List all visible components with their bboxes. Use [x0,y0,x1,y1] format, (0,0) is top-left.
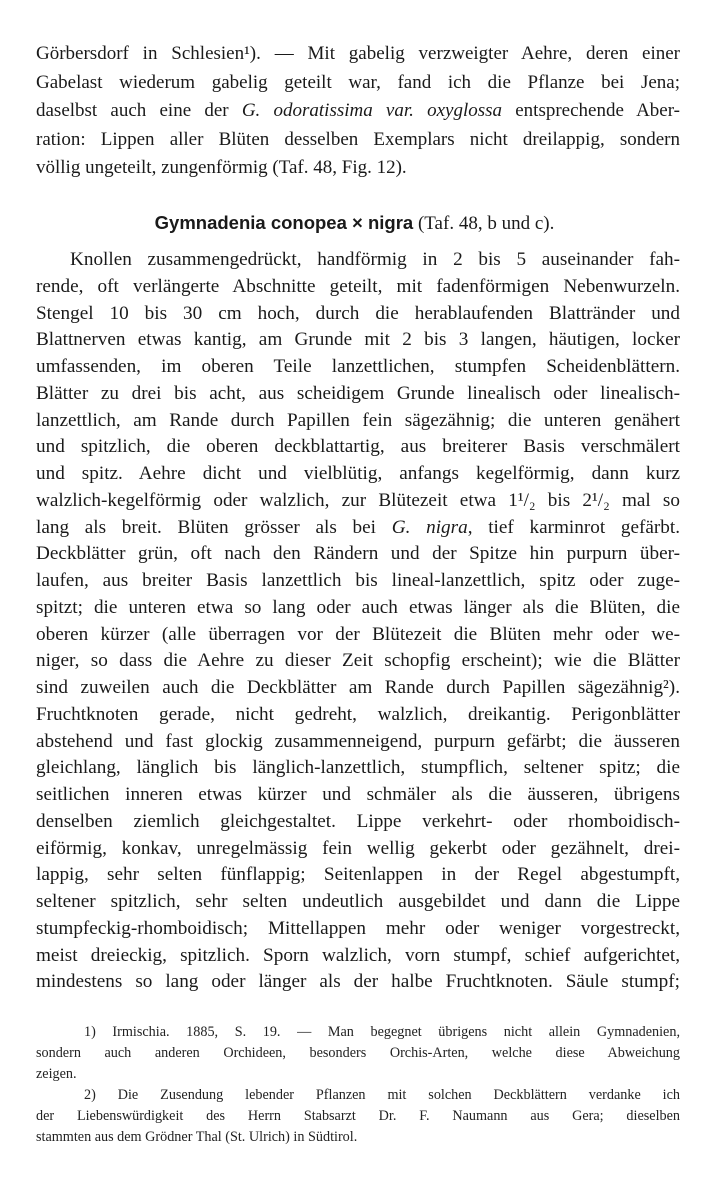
italic-taxon-name: G. odoratissima var. oxyglossa [241,100,503,122]
footnote-1-line: 1) Irmischia. 1885, S. 19. — Man begegnet übrigens nicht allein Gymnadenien, [84,1024,680,1040]
text-line: lanzettlich, am Rande durch Papillen fein sägezähnig; die unteren genähert [36,409,680,431]
text-line: Knollen zusammengedrückt, handförmig in 2 bis 5 auseinander fah- [70,249,680,270]
text-line: niger, so dass die Aehre zu dieser Zeit schopfig erscheint); wie die Blätter [36,650,680,672]
footnotes [36,1022,680,1148]
text-line: Görbersdorf in Schlesien¹). — Mit gabelig verzweigter Aehre, deren einer [36,43,680,64]
text-line: oberen kürzer (alle überragen vor der Blütezeit die Blüten mehr oder we- [36,623,680,645]
footnote-2-line: stammten aus dem Grödner Thal (St. Ulrich) in Südtirol. [36,1129,358,1145]
text-run: entsprechende Aber- [502,100,680,122]
text-line [36,97,680,126]
italic-taxon-name: G. nigra [391,516,468,538]
text-line: lappig, sehr selten fünflappig; Seitenlappen in der Regel abgestumpft, [36,864,680,886]
text-line: und spitzlich, die oberen deckblattartig, aus breiterer Basis verschmälert [36,436,680,458]
text-line: Gabelast wiederum gabelig geteilt war, fand ich die Pflanze bei Jena; [36,71,680,93]
text-run: , tief karminrot gefärbt. [467,516,680,538]
text-run: daselbst auch eine der [36,100,242,122]
text-line: völlig ungeteilt, zungenförmig (Taf. 48, Fig. 12). [36,157,407,179]
footnote-2-line: 2) Die Zusendung lebender Pflanzen mit solchen Deckblättern verdanke ich [84,1087,680,1103]
species-heading [0,210,709,237]
text-line [36,515,680,542]
intro-paragraph [36,40,680,183]
species-description [36,247,680,996]
text-line: seltener spitzlich, sehr selten undeutlich ausgebildet und dann die Lippe [36,891,680,912]
plate-reference: (Taf. 48, b und c). [417,213,555,234]
text-line: meist dreieckig, spitzlich. Sporn walzlich, vorn stumpf, schief aufgerichtet, [36,944,680,966]
text-line: umfassenden, im oberen Teile lanzettlichen, stumpfen Scheidenblättern. [36,356,680,377]
text-line: rende, oft verlängerte Abschnitte geteilt, mit fadenförmigen Nebenwurzeln. [36,275,680,297]
text-line: sind zuweilen auch die Deckblätter am Rande durch Papillen sägezähnig²). [36,677,680,698]
text-line: seitlichen inneren etwas kürzer und schmäler als die äusseren, übrigens [36,784,680,805]
text-line: und spitz. Aehre dicht und vielblütig, anfangs kegelförmig, dann kurz [36,463,680,484]
text-line: Blätter zu drei bis acht, aus scheidigem Grunde linealisch oder linealisch- [36,382,680,404]
text-line: denselben ziemlich gleichgestaltet. Lippe verkehrt- oder rhomboidisch- [36,810,680,832]
text-line: stumpfeckig-rhomboidisch; Mittellappen mehr oder weniger vorgestreckt, [36,917,680,939]
text-line: mindestens so lang oder länger als der halbe Fruchtknoten. Säule stumpf; [36,971,680,993]
footnote-2-line: der Liebenswürdigkeit des Herrn Stabsarzt Dr. F. Naumann aus Gera; dieselben [36,1108,680,1124]
footnote-1-line: zeigen. [36,1066,77,1082]
text-line: laufen, aus breiter Basis lanzettlich bis lineal-lanzettlich, spitz oder zuge- [36,570,680,591]
text-line: Fruchtknoten gerade, nicht gedreht, walzlich, dreikantig. Perigonblätter [36,703,680,725]
text-line: Stengel 10 bis 30 cm hoch, durch die herablaufenden Blattränder und [36,302,680,324]
footnote-1-line: sondern auch anderen Orchideen, besonders Orchis-Arten, welche diese Abweichung [36,1045,680,1061]
text-run: lang als breit. Blüten grösser als bei [36,516,392,538]
species-name: Gymnadenia conopea × nigra [154,212,414,233]
text-line: walzlich-kegelförmig oder walzlich, zur Blütezeit etwa 1¹/₂ bis 2¹/₂ mal so [36,489,680,511]
text-line: abstehend und fast glockig zusammenneigend, purpurn gefärbt; die äusseren [36,730,680,752]
text-line: Blattnerven etwas kantig, am Grunde mit 2 bis 3 langen, häutigen, locker [36,329,680,351]
text-line: Deckblätter grün, oft nach den Rändern und der Spitze hin purpurn über- [36,543,680,565]
text-line: spitzt; die unteren etwa so lang oder auch etwas länger als die Blüten, die [36,596,680,618]
text-line: gleichlang, länglich bis länglich-lanzettlich, stumpflich, seltener spitz; die [36,757,680,779]
text-line: ration: Lippen aller Blüten desselben Exemplars nicht dreilappig, sondern [36,128,680,150]
text-line: eiförmig, konkav, unregelmässig fein wellig gekerbt oder gezähnelt, drei- [36,837,680,859]
